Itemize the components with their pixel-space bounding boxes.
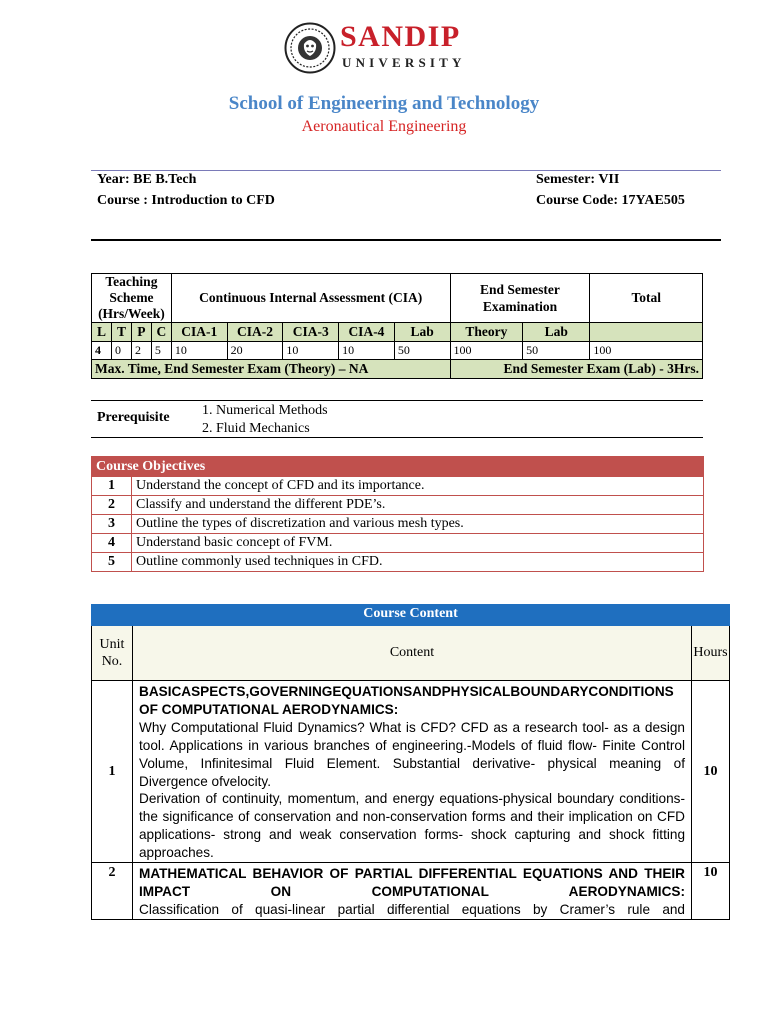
school-title: School of Engineering and Technology [228, 93, 540, 114]
objective-text: Classify and understand the different PDE’s. [132, 496, 704, 515]
unit-hours: 10 [692, 681, 730, 863]
objective-text: Outline commonly used techniques in CFD. [132, 553, 704, 572]
ese-header: End Semester Examination [450, 274, 590, 323]
value-cell: 10 [283, 342, 339, 360]
divider [91, 170, 721, 171]
exam-time-lab: End Semester Exam (Lab) - 3Hrs. [450, 360, 702, 379]
objective-number: 1 [92, 477, 132, 496]
course-content-title: Course Content [92, 605, 730, 626]
logo-wordmark: SANDIP [340, 20, 461, 53]
sub-cell [590, 323, 703, 342]
objective-row [92, 534, 704, 553]
value-cell: 10 [171, 342, 227, 360]
unit-row [92, 681, 730, 863]
unit-body: Classification of quasi-linear partial differential equations by Cramer’s rule and [139, 901, 685, 917]
divider [91, 437, 703, 438]
unit-row [92, 863, 730, 920]
unit-body: Derivation of continuity, momentum, and energy equations-physical boundary conditions- the significance of conservation and non-conservation forms and their implication on CFD applications- strong and weak conservation forms- shock capturing and shock fitting approaches. [139, 791, 685, 861]
value-cell: 50 [523, 342, 590, 360]
objective-row [92, 515, 704, 534]
total-header: Total [590, 274, 703, 323]
scheme-subheader-row [92, 323, 703, 342]
lion-seal-icon [284, 22, 336, 74]
sub-cell: C [151, 323, 171, 342]
value-cell: 0 [111, 342, 131, 360]
unit-column-header: Unit No. [92, 626, 133, 681]
exam-time-theory: Max. Time, End Semester Exam (Theory) – NA [92, 360, 451, 379]
teaching-scheme-header: Teaching Scheme (Hrs/Week) [92, 274, 172, 323]
cia-header: Continuous Internal Assessment (CIA) [171, 274, 450, 323]
unit-number: 2 [92, 863, 133, 920]
objective-number: 2 [92, 496, 132, 515]
unit-body: Why Computational Fluid Dynamics? What is CFD? CFD as a research tool- as a design tool. Applications in various branches of engineering.-Models of fluid flow- Finite Control Volume, Infinitesimal Fluid Element. Substantial derivative- physical meaning of Divergence ofvelocity. [139, 719, 685, 789]
sub-cell: Theory [450, 323, 523, 342]
objective-row [92, 553, 704, 572]
value-cell: 10 [339, 342, 395, 360]
objective-text: Understand the concept of CFD and its importance. [132, 477, 704, 496]
value-cell: 50 [394, 342, 450, 360]
sub-cell: L [92, 323, 112, 342]
objective-number: 4 [92, 534, 132, 553]
sub-cell: CIA-4 [339, 323, 395, 342]
course-content-table [91, 604, 730, 920]
sub-cell: Lab [523, 323, 590, 342]
unit-hours: 10 [692, 863, 730, 920]
sub-cell: T [111, 323, 131, 342]
content-column-header: Content [133, 626, 692, 681]
course-objectives-table [91, 456, 704, 572]
unit-title: MATHEMATICAL BEHAVIOR OF PARTIAL DIFFERENTIAL EQUATIONS AND THEIR IMPACT ON COMPUTATIONAL AERODYNAMICS: [139, 866, 685, 899]
department-title: Aeronautical Engineering [301, 118, 467, 135]
sub-cell: P [131, 323, 151, 342]
value-cell: 100 [450, 342, 523, 360]
objective-row [92, 477, 704, 496]
hours-column-header: Hours [692, 626, 730, 681]
year-label: Year: BE B.Tech [97, 172, 197, 187]
sub-cell: CIA-3 [283, 323, 339, 342]
unit-content [133, 863, 692, 920]
objective-row [92, 496, 704, 515]
university-logo [284, 22, 484, 74]
objectives-title: Course Objectives [92, 457, 704, 477]
prerequisite-list [202, 402, 328, 437]
unit-content [133, 681, 692, 863]
sub-cell: Lab [394, 323, 450, 342]
prerequisite-label: Prerequisite [97, 410, 170, 425]
content-header-row [92, 626, 730, 681]
semester-label: Semester: VII [536, 172, 620, 187]
objective-text: Outline the types of discretization and various mesh types. [132, 515, 704, 534]
course-code-label: Course Code: 17YAE505 [536, 193, 685, 208]
sub-cell: CIA-2 [227, 323, 283, 342]
scheme-values-row [92, 342, 703, 360]
value-cell: 20 [227, 342, 283, 360]
logo-subtitle: UNIVERSITY [342, 55, 466, 70]
prerequisite-item: 2. Fluid Mechanics [202, 420, 310, 436]
divider [91, 400, 703, 401]
sub-cell: CIA-1 [171, 323, 227, 342]
scheme-footer-row [92, 360, 703, 379]
value-cell: 4 [92, 342, 112, 360]
unit-number: 1 [92, 681, 133, 863]
prerequisite-item: 1. Numerical Methods [202, 403, 328, 418]
value-cell: 5 [151, 342, 171, 360]
objective-text: Understand basic concept of FVM. [132, 534, 704, 553]
teaching-scheme-table [91, 273, 703, 379]
unit-title: BASICASPECTS,GOVERNINGEQUATIONSANDPHYSICALBOUNDARYCONDITIONS OF COMPUTATIONAL AERODYNAMICS: [139, 684, 674, 717]
course-label: Course : Introduction to CFD [97, 193, 275, 208]
divider [91, 239, 721, 241]
objective-number: 3 [92, 515, 132, 534]
value-cell: 100 [590, 342, 703, 360]
objective-number: 5 [92, 553, 132, 572]
value-cell: 2 [131, 342, 151, 360]
